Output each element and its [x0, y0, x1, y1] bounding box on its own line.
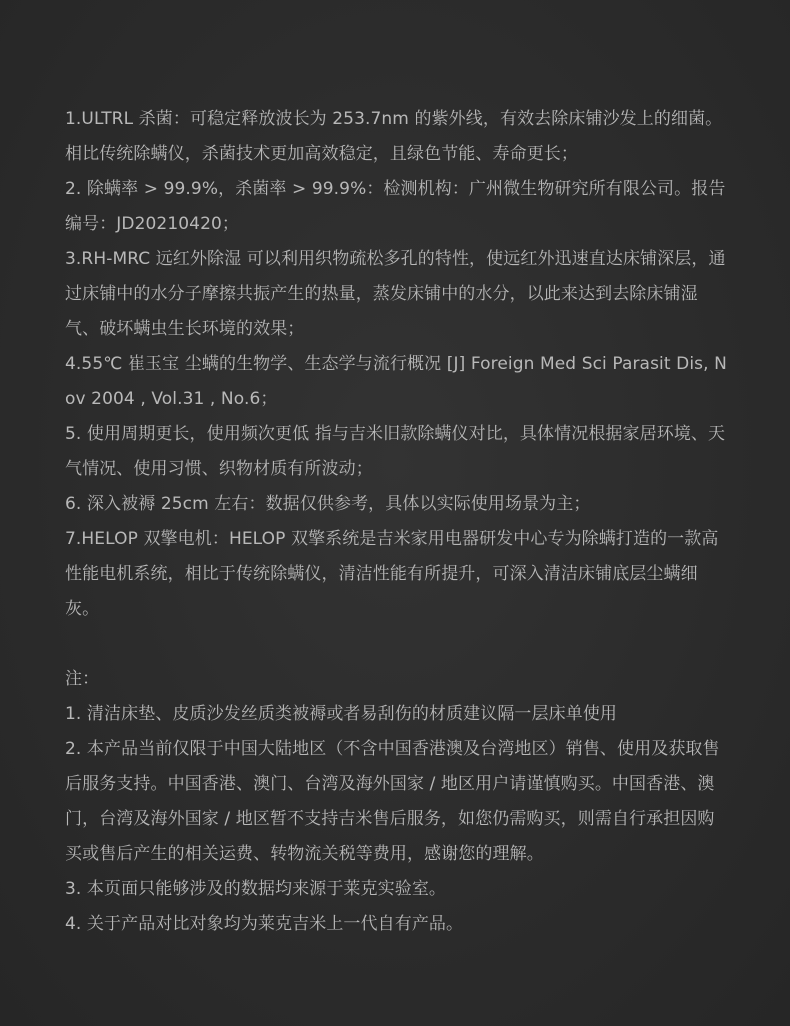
- note-item-sales-region: 2. 本产品当前仅限于中国大陆地区（不含中国香港澳及台湾地区）销售、使用及获取售后服务支持。中国香港、澳门、台湾及海外国家 / 地区用户请谨慎购买。中国香港、澳门，台湾及海外国家 / 地区暂不支持吉米售后服务，如您仍需购买，则需自行承担因购买或售后产生的相关运费、转物流关税等费用，感谢您的理解。: [65, 739, 720, 864]
- spec-note-far-infrared-dehumidify: 3.RH-MRC 远红外除湿 可以利用织物疏松多孔的特性，使远红外迅速直达床铺深层，通过床铺中的水分子摩擦共振产生的热量，蒸发床铺中的水分，以此来达到去除床铺湿气、破坏螨虫生长环境的效果；: [65, 249, 726, 339]
- spec-note-55c-reference: 4.55℃ 崔玉宝 尘螨的生物学、生态学与流行概况 [J] Foreign Med Sci Parasit Dis, Nov 2004 , Vol.31 , No.6；: [65, 354, 727, 409]
- spec-notes: [65, 102, 730, 627]
- spec-note-uv-sterilization: 1.ULTRL 杀菌：可稳定释放波长为 253.7nm 的紫外线，有效去除床铺沙发上的细菌。相比传统除螨仪，杀菌技术更加高效稳定，且绿色节能、寿命更长；: [65, 109, 723, 164]
- notes-title: 注：: [65, 669, 100, 689]
- spec-note-usage-cycle: 5. 使用周期更长，使用频次更低 指与吉米旧款除螨仪对比，具体情况根据家居环境、天气情况、使用习惯、织物材质有所波动；: [65, 424, 726, 479]
- spec-note-mite-removal-rate: 2. 除螨率 > 99.9%，杀菌率 > 99.9%：检测机构：广州微生物研究所有限公司。报告编号：JD20210420；: [65, 179, 726, 234]
- note-item-data-source: 3. 本页面只能够涉及的数据均来源于莱克实验室。: [65, 879, 447, 899]
- spec-note-depth: 6. 深入被褥 25cm 左右：数据仅供参考，具体以实际使用场景为主；: [65, 494, 591, 514]
- notes-section: [65, 662, 730, 942]
- note-item-comparison-object: 4. 关于产品对比对象均为莱克吉米上一代自有产品。: [65, 914, 464, 934]
- spec-note-helop-motor: 7.HELOP 双擎电机：HELOP 双擎系统是吉米家用电器研发中心专为除螨打造的一款高性能电机系统，相比于传统除螨仪，清洁性能有所提升，可深入清洁床铺底层尘螨细灰。: [65, 529, 719, 619]
- section-gap: [65, 627, 730, 662]
- note-item-bedding-advice: 1. 清洁床垫、皮质沙发丝质类被褥或者易刮伤的材质建议隔一层床单使用: [65, 704, 618, 724]
